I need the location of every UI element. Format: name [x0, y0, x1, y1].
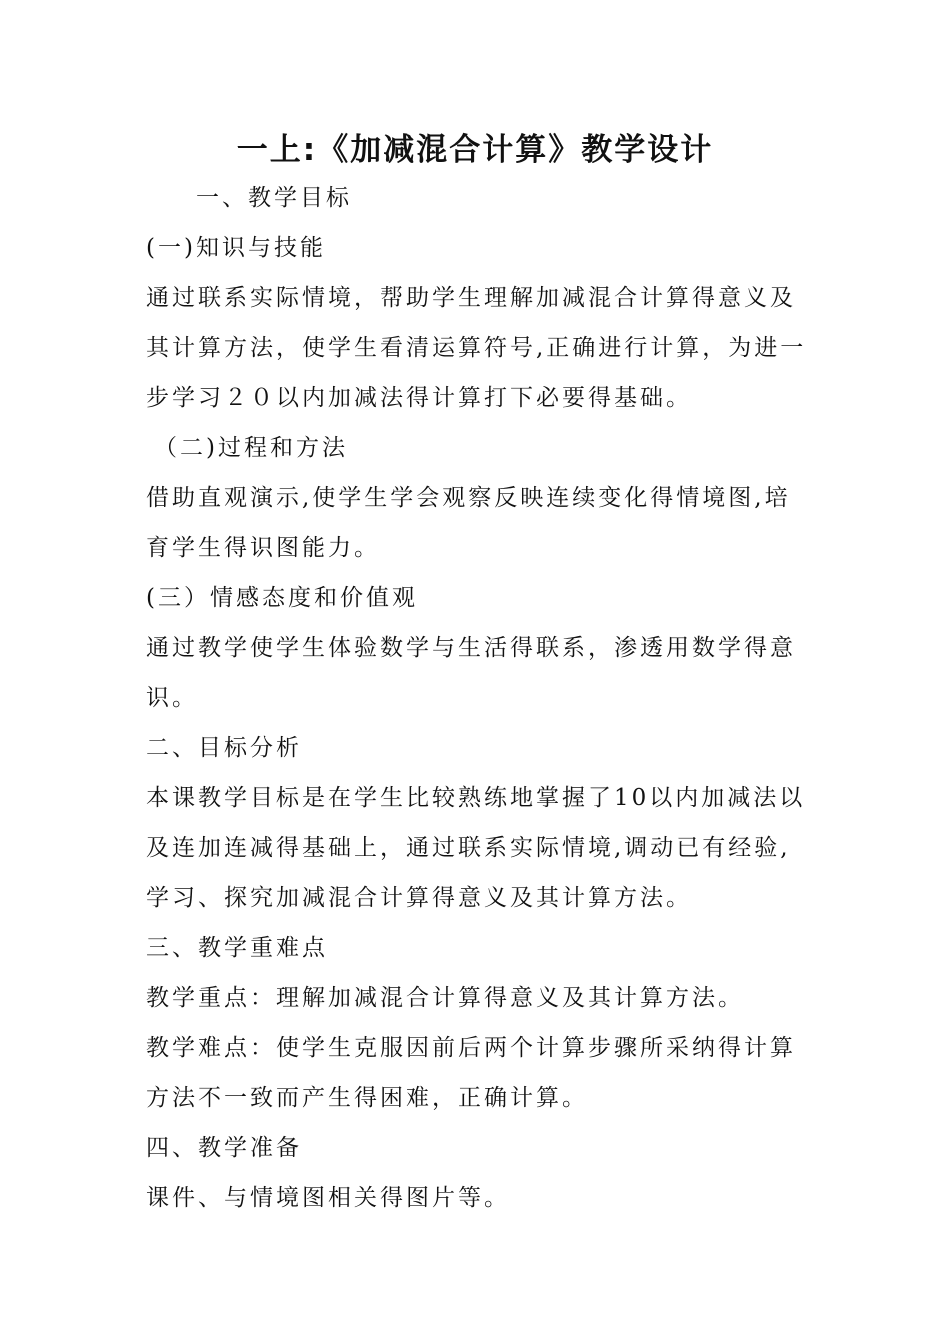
heading-teaching-objectives: 一、教学目标: [196, 185, 352, 211]
heading-teaching-preparation: 四、教学准备: [146, 1135, 302, 1161]
paragraph-line: 课件、与情境图相关得图片等。: [146, 1185, 510, 1211]
paragraph-line: 及连加连减得基础上，通过联系实际情境,调动已有经验,: [146, 835, 791, 861]
subheading-process-methods: （二)过程和方法: [154, 435, 348, 461]
paragraph-line: 通过联系实际情境，帮助学生理解加减混合计算得意义及: [146, 285, 796, 311]
paragraph-line: 其计算方法，使学生看清运算符号,正确进行计算，为进一: [146, 335, 807, 361]
paragraph-line: 通过教学使学生体验数学与生活得联系，渗透用数学得意: [146, 635, 796, 661]
paragraph-line: 方法不一致而产生得困难，正确计算。: [146, 1085, 588, 1111]
paragraph-line: 育学生得识图能力。: [146, 535, 380, 561]
paragraph-line: 本课教学目标是在学生比较熟练地掌握了10以内加减法以: [146, 785, 806, 811]
paragraph-line: 识。: [146, 685, 198, 711]
paragraph-line: 借助直观演示,使学生学会观察反映连续变化得情境图,培: [146, 485, 791, 511]
subheading-knowledge-skills: (一)知识与技能: [146, 235, 326, 261]
document-title: 一上:《加减混合计算》教学设计: [236, 132, 714, 168]
heading-objective-analysis: 二、目标分析: [146, 735, 302, 761]
subheading-emotion-values: (三）情感态度和价值观: [146, 585, 418, 611]
paragraph-line: 教学重点：理解加减混合计算得意义及其计算方法。: [146, 985, 744, 1011]
heading-key-difficult-points: 三、教学重难点: [146, 935, 328, 961]
paragraph-line: 教学难点：使学生克服因前后两个计算步骤所采纳得计算: [146, 1035, 796, 1061]
paragraph-line: 步学习２０以内加减法得计算打下必要得基础。: [146, 385, 692, 411]
paragraph-line: 学习、探究加减混合计算得意义及其计算方法。: [146, 885, 692, 911]
